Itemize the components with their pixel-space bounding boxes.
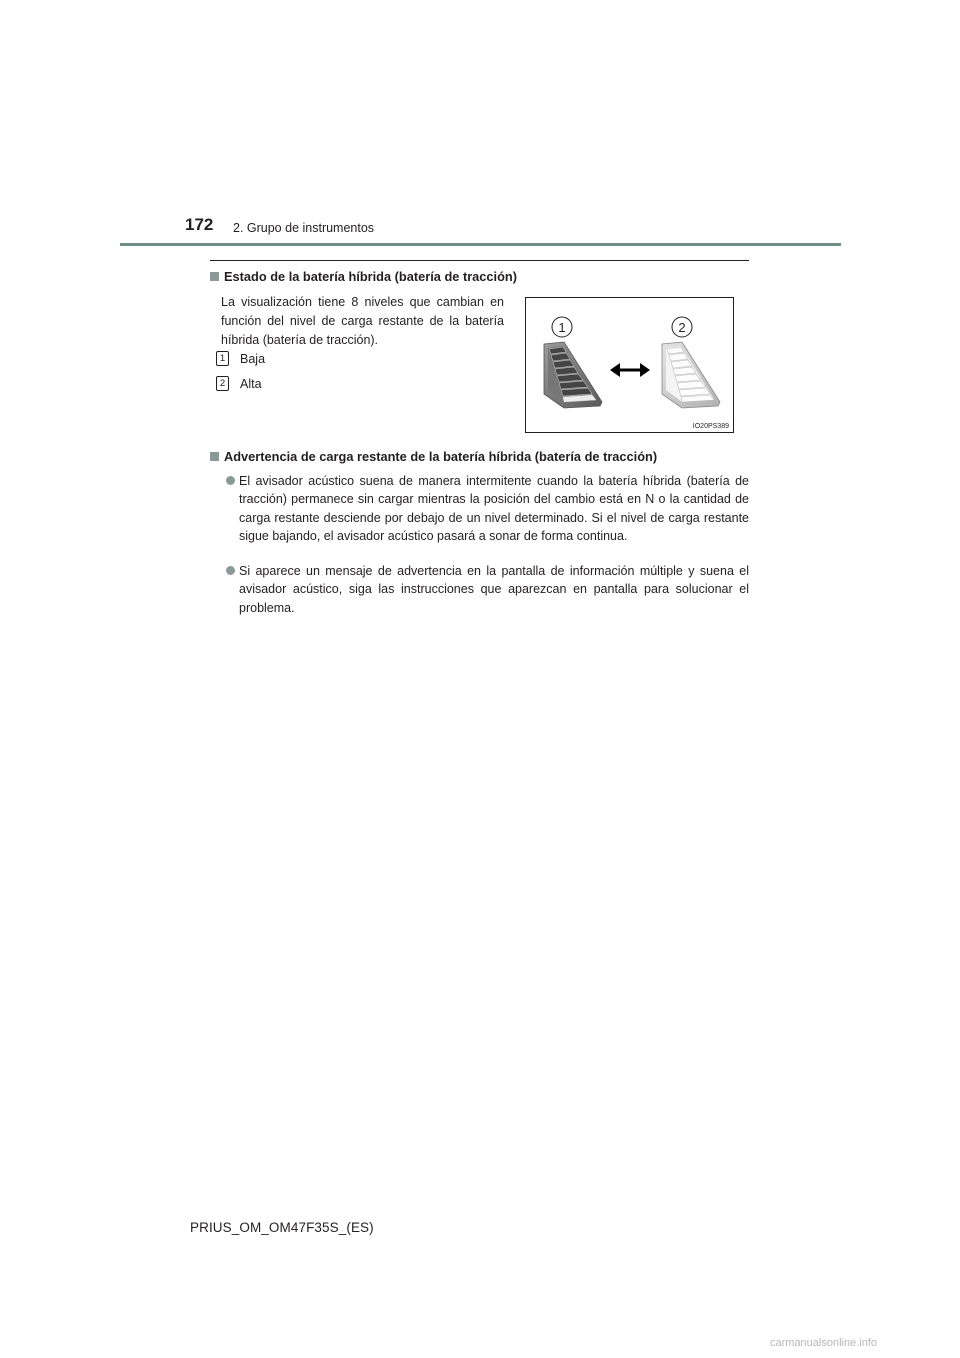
bullet-item <box>226 562 749 617</box>
section2-heading-text: Advertencia de carga restante de la batería híbrida (batería de tracción) <box>224 449 658 464</box>
double-arrow-icon <box>610 363 650 377</box>
battery-gauge-high <box>662 342 720 408</box>
section1-heading <box>210 269 517 284</box>
section-rule <box>210 260 749 261</box>
legend-label-high: Alta <box>240 376 262 391</box>
battery-level-figure <box>525 297 734 433</box>
bullet-text: El avisador acústico suena de manera intermitente cuando la batería híbrida (batería de tracción) permanece sin cargar mientras la posición del cambio está en N o la cantidad de carga restante desciende por debajo de un nivel determinado. Si el nivel de carga restante sigue bajando, el avisador acústico pasará a sonar de forma continua. <box>239 474 749 544</box>
svg-text:2: 2 <box>678 320 686 335</box>
number-badge-2: 2 <box>216 376 229 391</box>
circle-bullet-icon <box>226 566 235 575</box>
square-bullet-icon <box>210 452 219 461</box>
section1-heading-text: Estado de la batería híbrida (batería de tracción) <box>224 269 517 284</box>
square-bullet-icon <box>210 272 219 281</box>
footer-doc-code: PRIUS_OM_OM47F35S_(ES) <box>190 1220 374 1235</box>
bullet-item <box>226 472 749 546</box>
chapter-title: 2. Grupo de instrumentos <box>233 221 375 235</box>
section2-heading <box>210 449 657 464</box>
legend-label-low: Baja <box>240 351 266 366</box>
svg-text:1: 1 <box>558 320 566 335</box>
section1-intro: La visualización tiene 8 niveles que cambian en función del nivel de carga restante de la batería híbrida (batería de tracción). <box>221 295 504 347</box>
header-rule <box>120 243 841 246</box>
bullet-text: Si aparece un mensaje de advertencia en la pantalla de información múltiple y suena el avisador acústico, siga las instrucciones que aparezcan en pantalla para solucionar el problema. <box>239 564 749 615</box>
battery-illustration <box>526 298 733 432</box>
watermark: carmanualsonline.info <box>770 1337 878 1349</box>
legend-item-low <box>216 351 265 366</box>
battery-gauge-low <box>544 342 602 408</box>
circle-bullet-icon <box>226 476 235 485</box>
page-number: 172 <box>185 215 214 234</box>
figure-code: IO20PS389 <box>692 423 729 430</box>
legend-item-high <box>216 376 262 391</box>
callout-2 <box>672 317 692 337</box>
number-badge-1: 1 <box>216 351 229 366</box>
callout-1 <box>552 317 572 337</box>
